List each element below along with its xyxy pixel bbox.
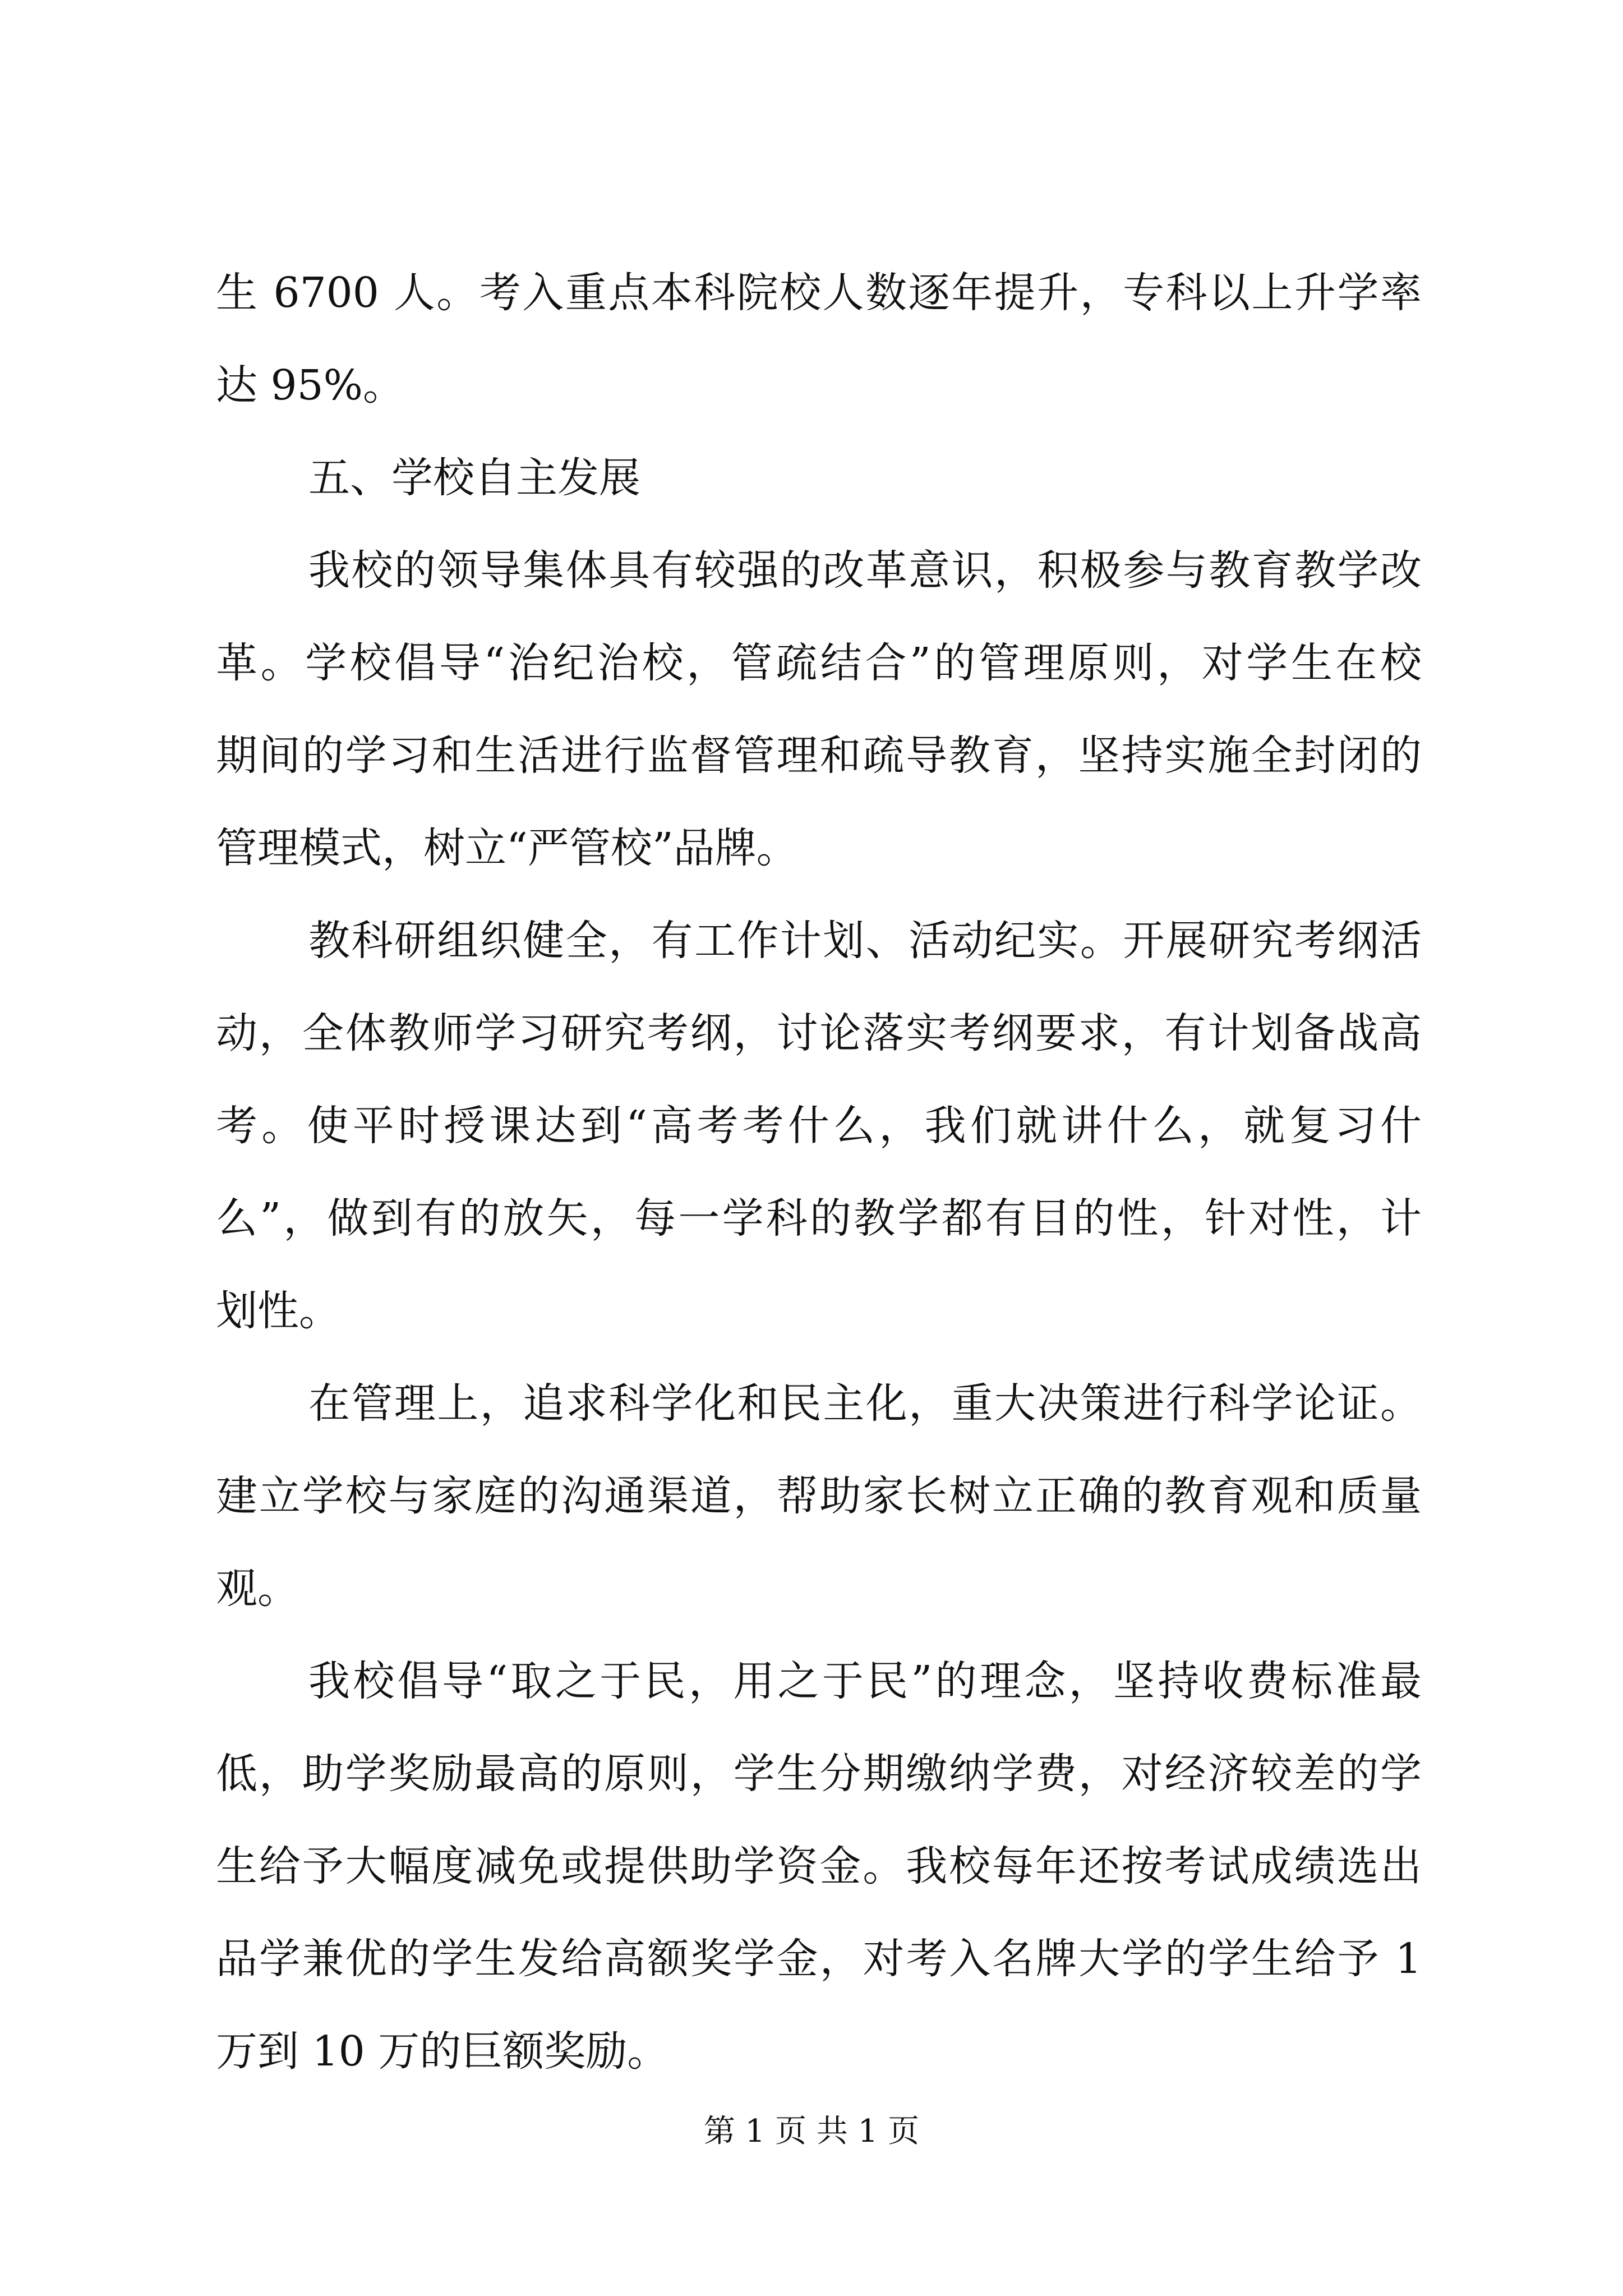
text-line: 期间的学习和生活进行监督管理和疏导教育，坚持实施全封闭的 — [216, 731, 1422, 780]
paragraph-first-line: 我校的领导集体具有较强的改革意识，积极参与教育教学改 — [308, 546, 1422, 595]
text-line: 生给予大幅度减免或提供助学资金。我校每年还按考试成绩选出 — [216, 1842, 1422, 1890]
text-line: 品学兼优的学生发给高额奖学金，对考入名牌大学的学生给予 1 — [216, 1935, 1422, 1983]
text-line: 划性。 — [216, 1287, 340, 1335]
text-line: 达 95%。 — [216, 361, 404, 409]
paragraph-first-line: 在管理上，追求科学化和民主化，重大决策进行科学论证。 — [308, 1379, 1422, 1428]
text-line: 建立学校与家庭的沟通渠道，帮助家长树立正确的教育观和质量 — [216, 1472, 1422, 1520]
text-line: 万到 10 万的巨额奖励。 — [216, 2027, 669, 2076]
text-line: 考。使平时授课达到“高考考什么，我们就讲什么，就复习什 — [216, 1102, 1422, 1150]
text-line: 动，全体教师学习研究考纲，讨论落实考纲要求，有计划备战高 — [216, 1009, 1422, 1057]
paragraph-first-line: 教科研组织健全，有工作计划、活动纪实。开展研究考纲活 — [308, 917, 1422, 965]
text-line: 么”，做到有的放矢，每一学科的教学都有目的性，针对性，计 — [216, 1194, 1422, 1243]
section-heading: 五、学校自主发展 — [308, 454, 640, 502]
text-line: 观。 — [216, 1565, 299, 1613]
text-line: 生 6700 人。考入重点本科院校人数逐年提升，专科以上升学率 — [216, 269, 1422, 317]
text-line: 革。学校倡导“治纪治校，管疏结合”的管理原则，对学生在校 — [216, 639, 1422, 687]
page-number-footer: 第 1 页 共 1 页 — [703, 2113, 920, 2150]
document-body — [216, 247, 1422, 2098]
paragraph-first-line: 我校倡导“取之于民，用之于民”的理念，坚持收费标准最 — [308, 1657, 1422, 1705]
text-line: 管理模式，树立“严管校”品牌。 — [216, 824, 798, 872]
text-line: 低，助学奖励最高的原则，学生分期缴纳学费，对经济较差的学 — [216, 1750, 1422, 1798]
